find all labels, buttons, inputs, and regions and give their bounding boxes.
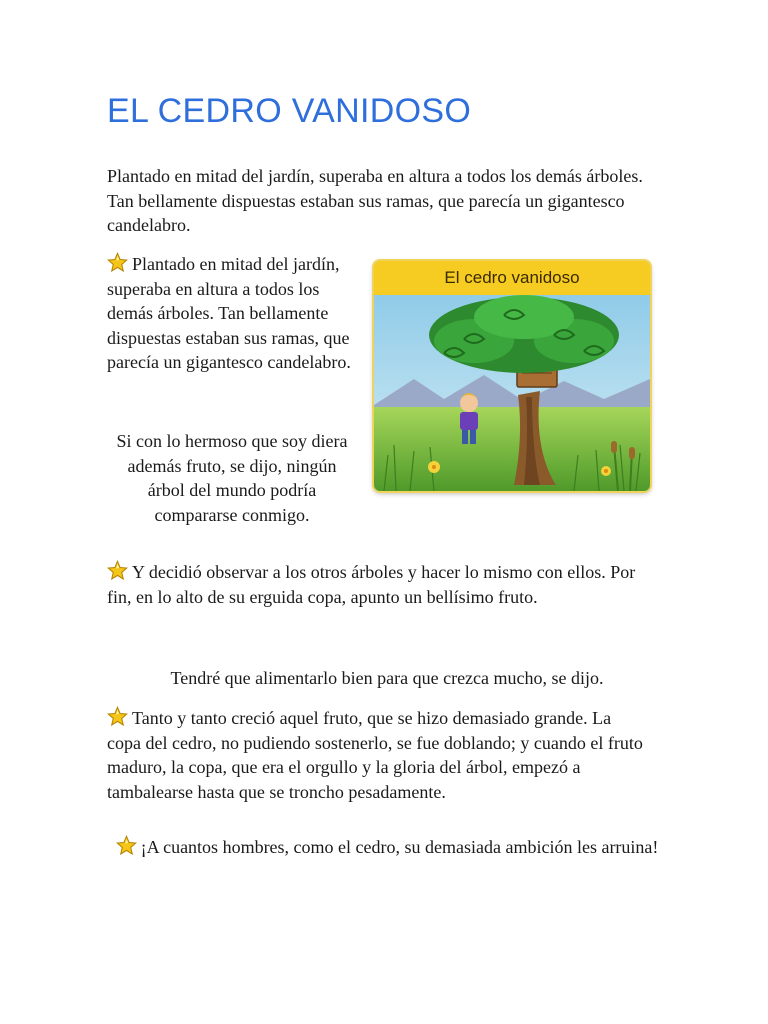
tree-scene <box>374 295 650 491</box>
paragraph-3 <box>107 560 647 609</box>
star-icon <box>107 560 128 581</box>
paragraph-2 <box>107 252 357 375</box>
intro-paragraph: Plantado en mitad del jardín, superaba en altura a todos los demás árboles. Tan bellamente dispuestas estaban sus ramas, que parecía un gigantesco candelabro. <box>107 166 643 235</box>
cedar-illustration <box>374 261 650 491</box>
illustration-banner: El cedro vanidoso <box>374 261 650 295</box>
paragraph-2-text: Plantado en mitad del jardín, superaba en altura a todos los demás árboles. Tan bellamente dispuestas estaban sus ramas, que parecía un gigantesco candelabro. <box>107 254 351 372</box>
star-icon <box>107 252 128 273</box>
moral-paragraph <box>107 835 667 860</box>
paragraph-4-text: Tanto y tanto creció aquel fruto, que se hizo demasiado grande. La copa del cedro, no pudiendo sostenerlo, se fue doblando; y cuando el fruto maduro, la copa, que era el orgullo y la gloria del árbol, empezó a tambalearse hasta que se troncho pesadamente. <box>107 708 643 802</box>
quote-1: Si con lo hermoso que soy diera además fruto, se dijo, ningún árbol del mundo podría compararse conmigo. <box>116 431 348 525</box>
quote-2: Tendré que alimentarlo bien para que crezca mucho, se dijo. <box>170 668 604 688</box>
star-icon <box>107 706 128 727</box>
moral-text: ¡A cuantos hombres, como el cedro, su demasiada ambición les arruina! <box>140 837 659 857</box>
star-icon <box>116 835 137 856</box>
paragraph-3-text: Y decidió observar a los otros árboles y hacer lo mismo con ellos. Por fin, en lo alto de su erguida copa, apunto un bellísimo fruto. <box>107 562 636 607</box>
page-title: EL CEDRO VANIDOSO <box>107 92 472 130</box>
paragraph-4 <box>107 706 647 804</box>
